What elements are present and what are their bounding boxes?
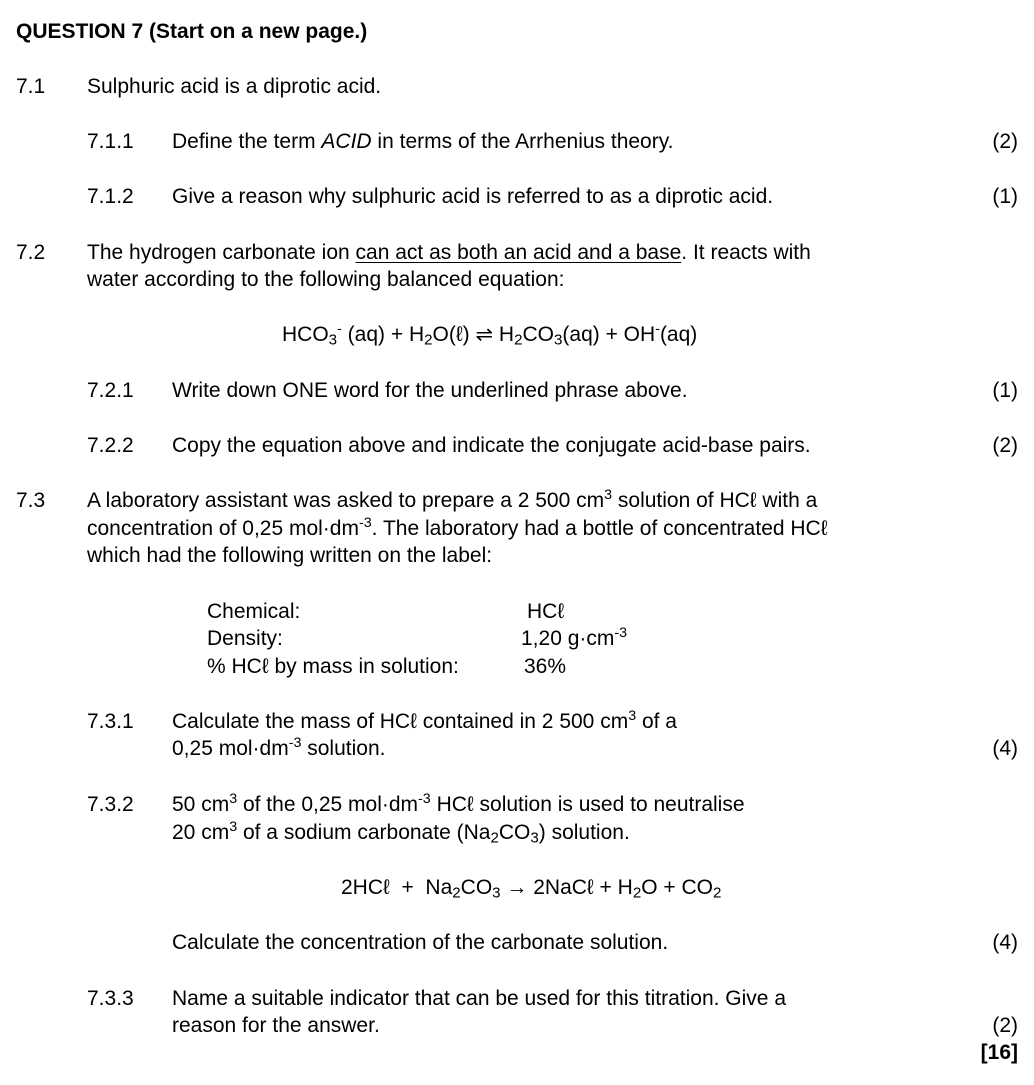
underlined-phrase: can act as both an acid and a base bbox=[355, 241, 682, 264]
equation-bicarbonate-water: $HCO_3^-$ $(aq) + H_2O(\ell)$ ⇌ $H_2CO_3(aq) + OH^-(aq)$ bbox=[282, 321, 698, 349]
marks-7-2-1: (1) bbox=[992, 379, 1018, 402]
marks-7-2-2: (2) bbox=[992, 434, 1018, 457]
question-heading: QUESTION 7 (Start on a new page.) bbox=[16, 20, 368, 43]
marks-7-3-1: (4) bbox=[992, 737, 1018, 760]
question-7-3-2-line-1: 50 $cm^3$ of the 0,25 $mol\cdot dm^{-3}$ HCℓ solution is used to neutralise bbox=[172, 791, 745, 816]
question-7-2-1-text: Write down ONE word for the underlined phrase above. bbox=[172, 379, 688, 402]
label-percent-key: % HCℓ by mass in solution: bbox=[207, 655, 459, 678]
question-7-3-1-line-1: Calculate the mass of HCℓ contained in 2 500 $cm^3$ of a bbox=[172, 708, 677, 733]
marks-7-1-1: (2) bbox=[992, 130, 1018, 153]
label-density-key: Density: bbox=[207, 627, 283, 650]
question-number-7-1-2: 7.1.2 bbox=[87, 185, 134, 208]
question-number-7-2-1: 7.2.1 bbox=[87, 379, 134, 402]
question-number-7-2: 7.2 bbox=[16, 241, 46, 264]
question-7-2-2-text: Copy the equation above and indicate the conjugate acid-base pairs. bbox=[172, 434, 811, 457]
label-chemical-value: HCℓ bbox=[527, 600, 565, 623]
marks-7-3-3: (2) bbox=[992, 1014, 1018, 1037]
question-7-3-line-1: A laboratory assistant was asked to prepare a 2 500 $cm^3$ solution of HCℓ with a bbox=[87, 487, 818, 512]
question-number-7-3-3: 7.3.3 bbox=[87, 987, 134, 1010]
question-7-3-line-3: which had the following written on the label: bbox=[87, 544, 493, 567]
marks-7-1-2: (1) bbox=[992, 185, 1018, 208]
question-number-7-3-2: 7.3.2 bbox=[87, 793, 134, 816]
question-7-3-2-line-2: 20 $cm^3$ of a sodium carbonate $(Na_2CO_3)$ solution. bbox=[172, 819, 630, 847]
question-number-7-1: 7.1 bbox=[16, 75, 46, 98]
question-number-7-3: 7.3 bbox=[16, 489, 46, 512]
question-7-3-line-2: concentration of 0,25 $mol\cdot dm^{-3}$. The laboratory had a bottle of concentrated HCℓ bbox=[87, 515, 828, 540]
question-7-3-3-line-1: Name a suitable indicator that can be used for this titration. Give a bbox=[172, 987, 786, 1010]
label-density-value: 1,20 $g\cdot cm^{-3}$ bbox=[521, 625, 628, 650]
term-acid: ACID bbox=[321, 130, 372, 153]
total-marks: [16] bbox=[980, 1041, 1018, 1064]
question-7-1-text: Sulphuric acid is a diprotic acid. bbox=[87, 75, 382, 98]
question-7-3-2-line-3: Calculate the concentration of the carbonate solution. bbox=[172, 931, 669, 954]
label-chemical-key: Chemical: bbox=[207, 600, 301, 623]
marks-7-3-2: (4) bbox=[992, 931, 1018, 954]
question-7-2-line-1: The hydrogen carbonate ion can act as both an acid and a base. It reacts with bbox=[87, 241, 811, 264]
question-7-3-1-line-2: 0,25 $mol\cdot dm^{-3}$ solution. bbox=[172, 735, 386, 760]
question-7-3-3-line-2: reason for the answer. bbox=[172, 1014, 380, 1037]
label-percent-value: 36% bbox=[524, 655, 567, 678]
question-number-7-2-2: 7.2.2 bbox=[87, 434, 134, 457]
question-number-7-3-1: 7.3.1 bbox=[87, 710, 134, 733]
question-7-2-line-2: water according to the following balanced equation: bbox=[87, 268, 565, 291]
question-7-1-1-text: Define the term ACID in terms of the Arrhenius theory. bbox=[172, 130, 674, 153]
question-7-1-2-text: Give a reason why sulphuric acid is referred to as a diprotic acid. bbox=[172, 185, 774, 208]
equation-neutralisation: 2HCℓ + $Na_2CO_3$ → 2NaCℓ + $H_2O + CO_2$ bbox=[341, 876, 722, 902]
question-number-7-1-1: 7.1.1 bbox=[87, 130, 134, 153]
